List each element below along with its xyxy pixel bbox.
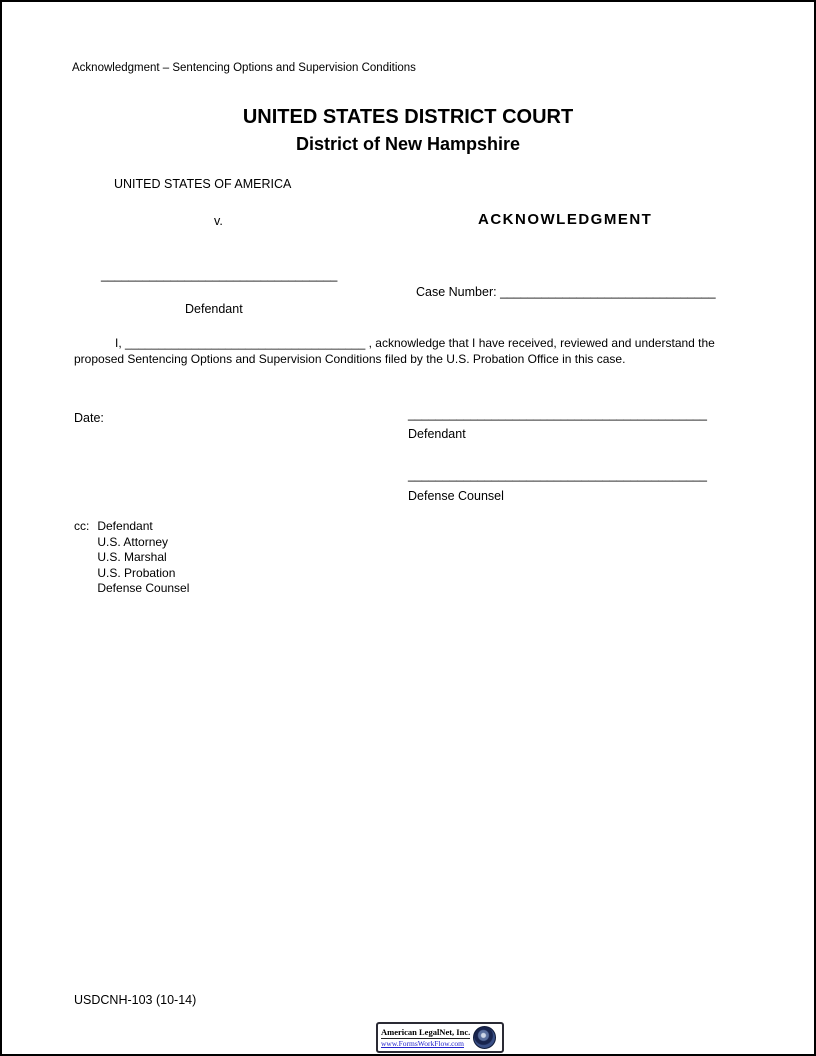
cc-label: cc: [74,519,90,533]
defense-counsel-signature-label: Defense Counsel [408,489,504,503]
court-district: District of New Hampshire [295,134,521,154]
cc-list [97,519,189,597]
defense-counsel-signature-line: ___________________________________________ [408,468,707,482]
formsworkflow-link[interactable]: www.FormsWorkFlow.com [381,1039,465,1048]
vendor-logo [376,1022,504,1053]
plaintiff-name: UNITED STATES OF AMERICA [114,177,292,191]
cc-item: U.S. Attorney [97,534,169,549]
form-number: USDCNH-103 (10-14) [74,993,197,1007]
cc-item: Defendant [97,519,153,533]
defendant-name-blank: __________________________________ [101,268,338,282]
cc-block [74,519,189,597]
date-label: Date: [74,411,104,425]
ack-name-blank: ____________________________________ [125,336,366,350]
ack-prefix: I, [115,336,122,350]
acknowledgment-paragraph [74,335,748,367]
cc-item: Defense Counsel [97,581,190,595]
document-header-label: Acknowledgment – Sentencing Options and Supervision Conditions [72,62,416,74]
defendant-caption-label: Defendant [185,302,243,316]
form-title: ACKNOWLEDGMENT [478,211,653,228]
vendor-text [381,1027,470,1048]
ack-text: , acknowledge that I have received, reviewed and understand the proposed Sentencing Options and Supervision Conditions filed by the U.S. Probation Office in this case. [74,336,715,366]
defendant-signature-label: Defendant [408,427,466,441]
case-number-label: Case Number: [416,285,497,299]
court-title: UNITED STATES DISTRICT COURT [242,106,574,128]
vendor-name: American LegalNet, Inc. [381,1027,471,1037]
case-number-blank: _______________________________ [500,285,716,299]
cc-item: U.S. Probation [97,565,176,580]
case-number-row [416,285,716,299]
defendant-signature-line: ___________________________________________ [408,407,707,421]
versus-label: v. [214,214,223,228]
legalnet-logo-icon [473,1026,496,1049]
cc-item: U.S. Marshal [97,550,167,564]
